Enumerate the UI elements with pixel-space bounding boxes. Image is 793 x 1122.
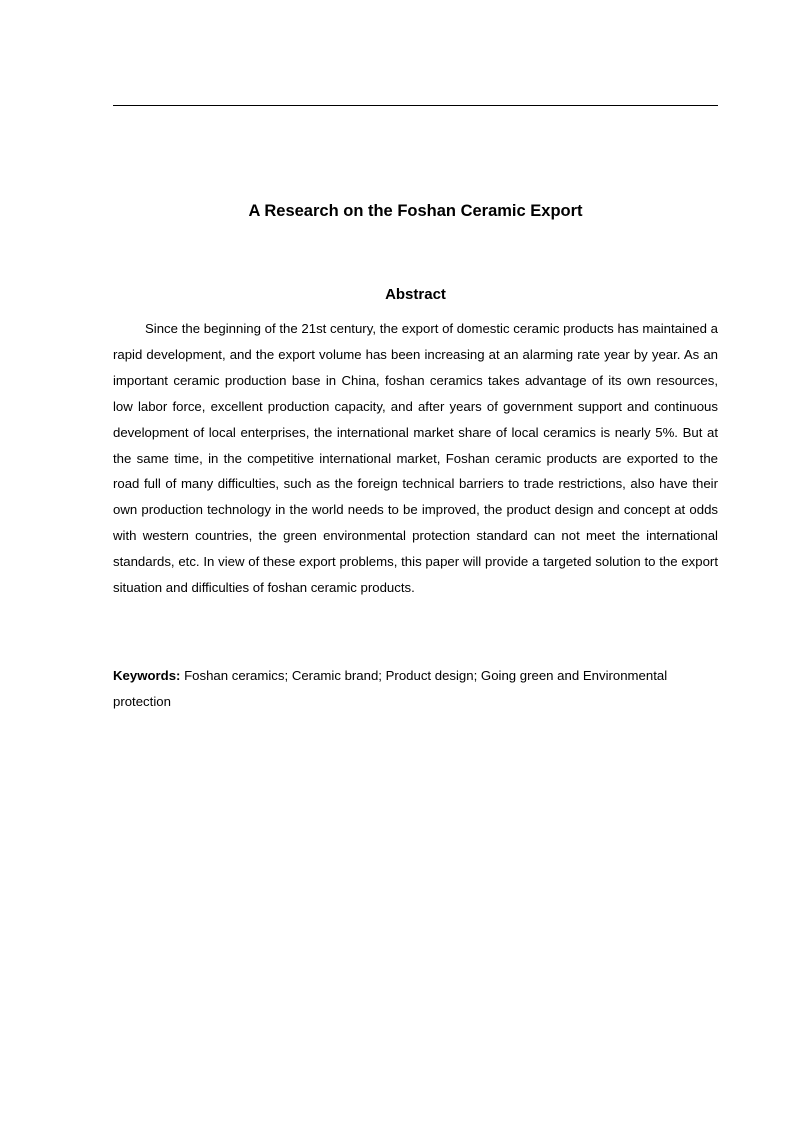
keywords-list: Foshan ceramics; Ceramic brand; Product design; Going green and Environmental protection	[113, 668, 668, 709]
paper-title: A Research on the Foshan Ceramic Export	[248, 202, 583, 220]
abstract-heading: Abstract	[385, 286, 446, 303]
header-rule	[113, 105, 718, 106]
keywords-label: Keywords:	[113, 668, 181, 683]
keywords-paragraph	[113, 663, 718, 715]
abstract-body: Since the beginning of the 21st century, the export of domestic ceramic products has maintained a rapid development, and the export volume has been increasing at an alarming rate year by year. As an important ceramic production base in China, foshan ceramics takes advantage of its own resources, low labor force, excellent production capacity, and after years of government support and continuous development of local enterprises, the international market share of local ceramics is nearly 5%. But at the same time, in the competitive international market, Foshan ceramic products are exported to the road full of many difficulties, such as the foreign technical barriers to trade restrictions, also have their own production technology in the world needs to be improved, the product design and concept at odds with western countries, the green environmental protection standard can not meet the international standards, etc. In view of these export problems, this paper will provide a targeted solution to the export situation and difficulties of foshan ceramic products.	[113, 321, 718, 596]
